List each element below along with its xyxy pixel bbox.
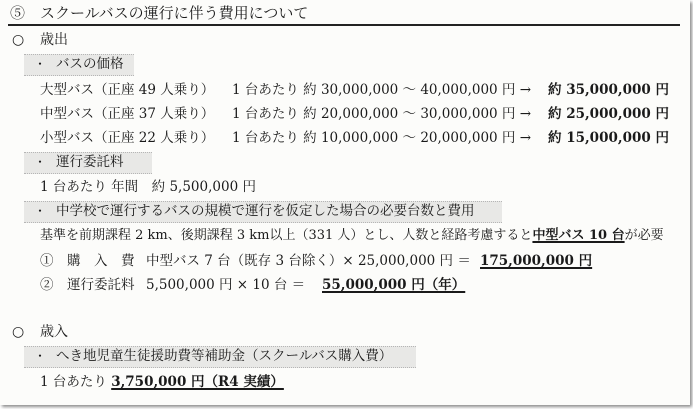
bus-type-large: 大型バス（正座 49 人乗り） xyxy=(40,82,215,98)
purchase-label: ① 購 入 費 xyxy=(40,253,135,269)
assumption-bullet: ・ xyxy=(34,204,47,218)
commission-item-label: ② 運行委託料 xyxy=(40,277,135,293)
commission-formula: 5,500,000 円 × 10 台 ＝ xyxy=(146,277,306,293)
subsidy-prefix: 1 台あたり xyxy=(40,374,107,390)
bus-type-small: 小型バス（正座 22 人乗り） xyxy=(40,130,215,146)
purchase-formula: 中型バス 7 台（既存 3 台除く）× 25,000,000 円 ＝ xyxy=(146,253,471,269)
subsidy-bullet: ・ xyxy=(34,349,47,363)
expenditure-marker: ○ xyxy=(12,32,25,48)
bus-approx-large: 約 35,000,000 円 xyxy=(548,82,669,98)
section-title: ⑤ スクールバスの運行に伴う費用について xyxy=(10,4,309,22)
expenditure-heading: 歳出 xyxy=(40,32,68,48)
bus-range-large: 1 台あたり 約 30,000,000 ～ 40,000,000 円 → xyxy=(232,82,532,98)
criteria-bold: 中型バス 10 台 xyxy=(532,228,625,243)
commission-heading: 運行委託料 xyxy=(56,154,124,170)
subsidy-amount: 3,750,000 円（R4 実績） xyxy=(111,374,284,390)
commission-result: 55,000,000 円（年） xyxy=(322,277,466,293)
subsidy-line xyxy=(40,372,284,392)
commission-bullet: ・ xyxy=(34,155,47,169)
criteria-tail: が必要 xyxy=(624,228,664,243)
bus-range-medium: 1 台あたり 約 20,000,000 ～ 30,000,000 円 → xyxy=(232,106,532,122)
assumption-heading: 中学校で運行するバスの規模で運行を仮定した場合の必要台数と費用 xyxy=(56,203,475,219)
bus-price-bullet: ・ xyxy=(34,57,47,71)
criteria-text: 基準を前期課程 2 km、後期課程 3 km以上（331 人）とし、人数と経路考慮すると xyxy=(40,228,533,243)
purchase-result: 175,000,000 円 xyxy=(480,253,593,269)
bus-range-small: 1 台あたり 約 10,000,000 ～ 20,000,000 円 → xyxy=(232,130,532,146)
bus-price-heading: バスの価格 xyxy=(56,56,124,72)
bus-type-medium: 中型バス（正座 37 人乗り） xyxy=(40,106,215,122)
revenue-heading: 歳入 xyxy=(40,324,68,340)
assumption-criteria xyxy=(40,226,664,246)
bus-approx-medium: 約 25,000,000 円 xyxy=(548,106,669,122)
revenue-marker: ○ xyxy=(12,324,25,340)
subsidy-heading: へき地児童生徒援助費等補助金（スクールバス購入費） xyxy=(56,348,393,364)
bus-approx-small: 約 15,000,000 円 xyxy=(548,130,669,146)
title-underline xyxy=(8,24,680,26)
commission-text: 1 台あたり 年間 約 5,500,000 円 xyxy=(40,179,256,195)
